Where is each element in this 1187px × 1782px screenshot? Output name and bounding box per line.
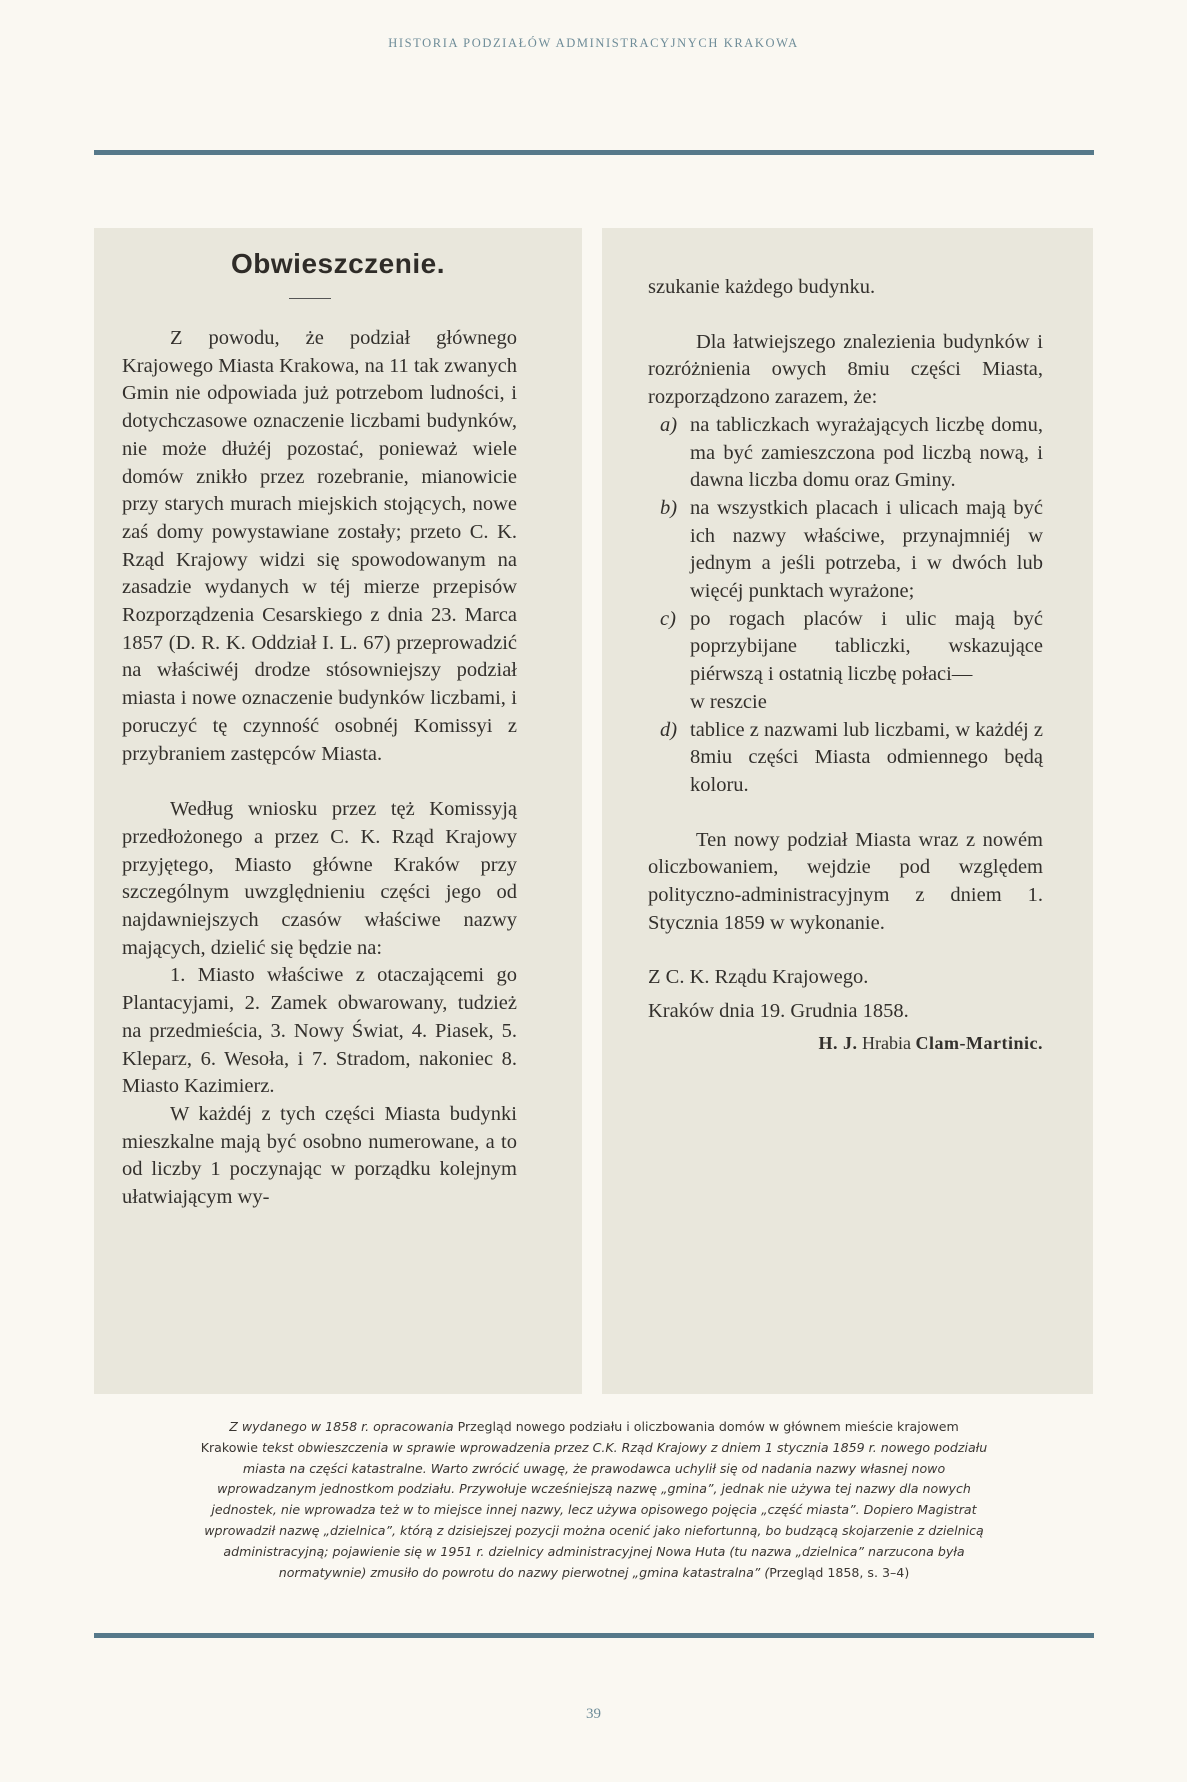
- list-item-text-wrap: [690, 606, 1043, 717]
- list-item-continuation: w reszcie: [690, 690, 767, 713]
- bottom-divider-rule: [94, 1633, 1094, 1638]
- notice-continuation: szukanie każdego budynku.: [648, 276, 876, 298]
- signature-office: Z C. K. Rządu Krajowego.: [648, 966, 869, 989]
- running-head: HISTORIA PODZIAŁÓW ADMINISTRACYJNYCH KRAKOWA: [388, 36, 799, 50]
- list-item: [648, 717, 1043, 800]
- list-item-text: po rogach placów i ulic mają być poprzybijane tabliczki, wskazujące piérwszą i ostatnią liczbę połaci—: [690, 607, 1043, 686]
- list-item-label: a): [660, 413, 678, 436]
- list-item-text: na tabliczkach wyrażających liczbę domu, ma być zamieszczona pod liczbą nową, i dawna liczba domu oraz Gminy.: [690, 413, 1043, 492]
- caption-description: tekst obwieszczenia w sprawie wprowadzenia przez C.K. Rząd Krajowy z dniem 1 stycznia 1859 r. nowego podziału miasta na części katastralne. Warto zwrócić uwagę, że prawodawca uchylił się od nadania nazwy własnej nowo wprowadzanym jednostkom podziału. Przywołuje wcześniejszą nazwę „gmina”, jednak nie używa tej nazwy dla nowych jednostek, nie wprowadza też w to miejsce innej nazwy, lecz używa opisowego pojęcia „część miasta”. Dopiero Magistrat wprowadził nazwę „dzielnica”, którą z dzisiejszej pozycji można ocenić jako niefortunną, bo budzącą skojarzenie z dzielnicą administracyjną; pojawienie się w 1951 r. dzielnicy administracyjnej Nowa Huta (tu nazwa „dzielnica” narzucona była normatywnie) zmusiło do powrotu do nazwy pierwotnej „gmina katastralna” (: [204, 1439, 988, 1580]
- figure-caption: [200, 1417, 988, 1583]
- notice-paragraph-3: 1. Miasto właściwe z otaczającemi go Plantacyjami, 2. Zamek obwarowany, tudzież na przedmieścia, 3. Nowy Świat, 4. Piasek, 5. Kleparz, 6. Wesoła, i 7. Stradom, nakoniec 8. Miasto Kazimierz.: [122, 964, 517, 1098]
- caption-reference: Przegląd 1858, s. 3–4): [769, 1564, 910, 1580]
- notice-right-column: [648, 274, 1043, 1058]
- caption-source-title: Przegląd nowego podziału i oliczbowania domów w głównem mieście krajowem Krakowie: [200, 1419, 959, 1455]
- list-item-text: tablice z nazwami lub liczbami, w każdéj z 8miu części Miasta odmiennego będą koloru.: [690, 718, 1043, 796]
- list-item-text: na wszystkich placach i ulicach mają być ich nazwy właściwe, przynajmniéj w jednym a jeśli potrzeba, i w dwóch lub więcéj punktach wyrażone;: [690, 496, 1043, 603]
- caption-lead: Z wydanego w 1858 r. opracowania: [229, 1419, 454, 1434]
- signature-title: Hrabia: [862, 1032, 912, 1053]
- list-item: [648, 412, 1043, 495]
- list-item-label: c): [660, 607, 676, 630]
- signature-name: [648, 1030, 1043, 1058]
- signature-initials: H. J.: [818, 1032, 858, 1053]
- notice-left-column: [122, 325, 517, 1212]
- list-item: [648, 606, 1043, 717]
- notice-title: Obwieszczenie.: [231, 248, 445, 279]
- title-underline: [289, 298, 331, 299]
- signature-surname: Clam-Martinic.: [915, 1032, 1043, 1053]
- notice-paragraph-4: W każdéj z tych części Miasta budynki mieszkalne mają być osobno numerowane, a to od liczby 1 poczynając w porządku kolejnym ułatwiającym wy-: [122, 1102, 517, 1209]
- list-item: [648, 495, 1043, 606]
- signature-date: Kraków dnia 19. Grudnia 1858.: [648, 1000, 909, 1023]
- notice-paragraph-2: Według wniosku przez tęż Komissyją przedłożonego a przez C. K. Rząd Krajowy przyjętego, Miasto główne Kraków przy szczególnym uwzględnieniu części jego od najdawniejszych czasów właściwe nazwy mających, dzielić się będzie na:: [122, 798, 517, 959]
- top-divider-rule: [94, 150, 1094, 155]
- notice-paragraph-1: Z powodu, że podział głównego Krajowego Miasta Krakowa, na 11 tak zwanych Gmin nie odpowiada już potrzebom ludności, i dotychczasowe oznaczenie liczbami budynków, nie może dłużéj pozostać, ponieważ wiele domów znikło przez rozebranie, mianowicie przy starych murach miejskich stojących, nowe zaś domy powystawiane zostały; przeto C. K. Rząd Krajowy widzi się spowodowanym na zasadzie wydanych w téj mierze przepisów Rozporządzenia Cesarskiego z dnia 23. Marca 1857 (D. R. K. Oddział I. L. 67) przeprowadzić na właściwéj drodze stósowniejszy podział miasta i nowe oznaczenie budynków liczbami, i poruczyć tę czynność osobnéj Komissyi z przybraniem zastępców Miasta.: [122, 327, 517, 765]
- page-number: 39: [586, 1706, 601, 1722]
- notice-paragraph-5: Dla łatwiejszego znalezienia budynków i rozróżnienia owych 8miu części Miasta, rozporządzono zarazem, że:: [648, 330, 1043, 409]
- list-item-label: b): [660, 496, 678, 519]
- list-item-label: d): [660, 718, 678, 741]
- notice-paragraph-6: Ten nowy podział Miasta wraz z nowém oliczbowaniem, wejdzie pod względem polityczno-administracyjnym z dniem 1. Stycznia 1859 w wykonanie.: [648, 828, 1043, 934]
